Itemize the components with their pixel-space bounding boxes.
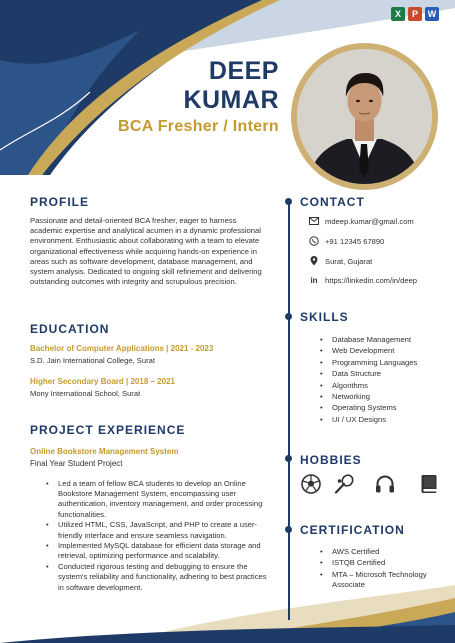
- list-item: • Database Management: [320, 334, 450, 345]
- list-item: • MTA – Microsoft Technology Associate: [320, 570, 445, 590]
- list-item: • Operating Systems: [320, 402, 450, 413]
- powerpoint-icon[interactable]: P: [408, 7, 422, 21]
- education-school-2: Mony International School, Surat: [30, 389, 141, 398]
- list-item: • ISTQB Certified: [320, 557, 445, 568]
- skills-heading: SKILLS: [300, 310, 349, 324]
- profile-heading: PROFILE: [30, 195, 90, 209]
- divider-dot: [285, 526, 292, 533]
- word-icon[interactable]: W: [425, 7, 439, 21]
- office-app-icons: [391, 7, 439, 21]
- list-item: • Conducted rigorous testing and debugging to ensure the system's reliability and functionality, adhering to best practices in software development.: [46, 562, 272, 593]
- location-pin-icon: [309, 256, 319, 266]
- whatsapp-icon: [309, 236, 319, 246]
- linkedin-icon: in: [310, 275, 318, 285]
- list-item: • Data Structure: [320, 368, 450, 379]
- project-heading: PROJECT EXPERIENCE: [30, 423, 186, 437]
- name-line-1: DEEP: [208, 57, 279, 85]
- list-item: • Utilized HTML, CSS, JavaScript, and PHP to create a user-friendly interface and ensure seamless navigation.: [46, 520, 272, 540]
- list-item: • Implemented MySQL database for efficient data storage and retrieval, optimizing performance and scalability.: [46, 541, 272, 561]
- candidate-role: BCA Fresher / Intern: [118, 118, 279, 135]
- list-item: • Algorithms: [320, 380, 450, 391]
- headphones-icon: [374, 473, 396, 495]
- contact-heading: CONTACT: [300, 195, 365, 209]
- email-text[interactable]: mdeep.kumar@gmail.com: [325, 216, 414, 226]
- location-text: Surat, Gujarat: [325, 256, 373, 266]
- profile-photo: [297, 49, 432, 184]
- badminton-icon: [333, 473, 355, 495]
- list-item: • UI / UX Designs: [320, 414, 450, 425]
- profile-text: Passionate and detail-oriented BCA fresher, eager to harness academic expertise and analytical acumen in a dynamic professional environment. Enthusiastic about collaborating with a team to elevate organizational effectiveness while acquiring hands-on experience in areas such as software development, database management, and system analysis. Dedicated to ongoing skill refinement and delivering outstanding outcomes with integrity and scrupulous precision.: [30, 216, 262, 287]
- divider-dot: [285, 313, 292, 320]
- skills-list: [320, 334, 450, 425]
- contact-linkedin[interactable]: [309, 275, 417, 285]
- project-subtitle: Final Year Student Project: [30, 459, 123, 468]
- linkedin-text[interactable]: https://linkedin.com/in/deep: [325, 275, 418, 285]
- list-item: • Networking: [320, 391, 450, 402]
- hobbies-heading: HOBBIES: [300, 453, 362, 467]
- divider-dot: [285, 455, 292, 462]
- certification-list: [320, 546, 445, 590]
- name-line-2: KUMAR: [183, 86, 279, 114]
- education-degree-2: Higher Secondary Board | 2018 – 2021: [30, 377, 175, 386]
- person-illustration: [297, 49, 432, 184]
- phone-text[interactable]: +91 12345 67890: [325, 236, 385, 246]
- divider-dot: [285, 198, 292, 205]
- list-item: • Programming Languages: [320, 357, 450, 368]
- mail-icon: [309, 216, 319, 226]
- candidate-name: [183, 57, 279, 115]
- football-icon: [300, 473, 322, 495]
- column-divider: [288, 200, 290, 620]
- education-school-1: S.D. Jain International College, Surat: [30, 356, 155, 365]
- contact-phone[interactable]: [309, 236, 384, 246]
- education-degree-1: Bachelor of Computer Applications | 2021 - 2023: [30, 344, 214, 353]
- education-heading: EDUCATION: [30, 322, 110, 336]
- certification-heading: CERTIFICATION: [300, 523, 405, 537]
- project-bullets: [46, 479, 272, 593]
- contact-email[interactable]: [309, 216, 414, 226]
- list-item: • AWS Certified: [320, 546, 445, 557]
- list-item: • Web Development: [320, 345, 450, 356]
- book-icon: [418, 473, 440, 495]
- list-item: • Led a team of fellow BCA students to develop an Online Bookstore Management System, encompassing user authentication, inventory management, and order processing functionalities.: [46, 479, 272, 520]
- project-title: Online Bookstore Management System: [30, 447, 179, 456]
- excel-icon[interactable]: X: [391, 7, 405, 21]
- contact-location: [309, 256, 372, 266]
